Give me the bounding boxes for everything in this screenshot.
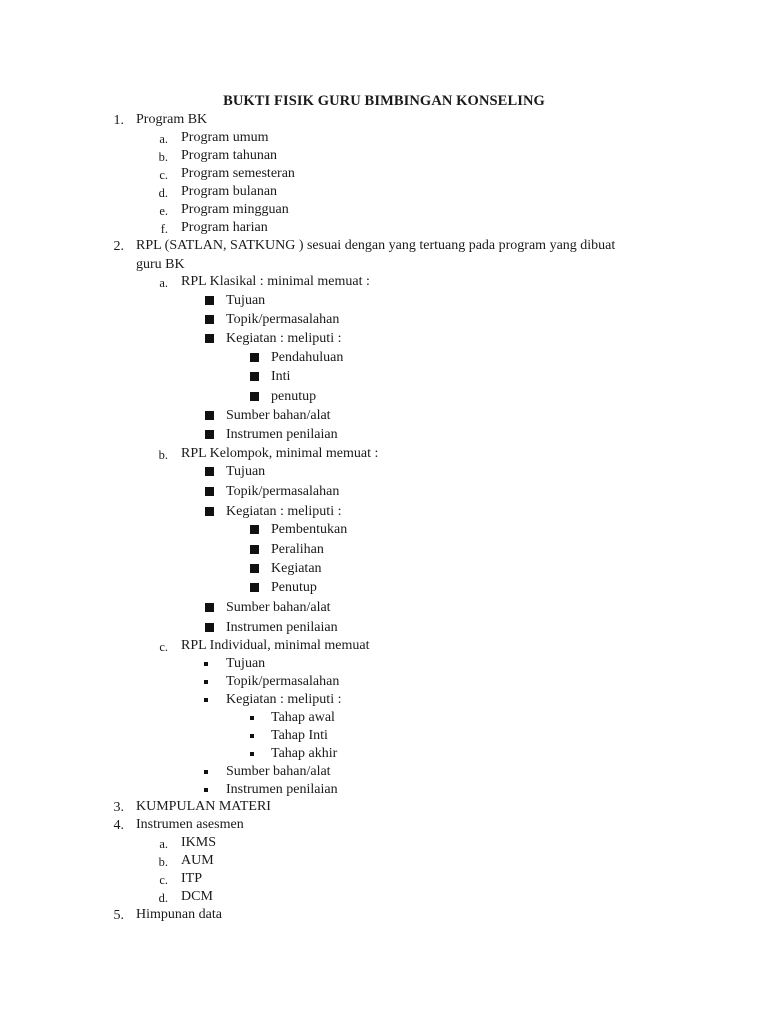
list-item: Program tahunan bbox=[181, 148, 278, 163]
list-item: Penutup bbox=[271, 580, 317, 595]
list-item: RPL Klasikal : minimal memuat : bbox=[181, 274, 370, 289]
list-item: Sumber bahan/alat bbox=[226, 764, 331, 779]
list-item: Instrumen penilaian bbox=[226, 427, 338, 442]
list-item: Tahap akhir bbox=[271, 746, 338, 761]
list-letter: a. bbox=[159, 132, 168, 146]
list-letter: b. bbox=[158, 448, 168, 462]
square-bullet-icon bbox=[205, 467, 214, 476]
small-bullet-icon bbox=[250, 752, 254, 756]
list-item: Pendahuluan bbox=[271, 350, 344, 365]
small-bullet-icon bbox=[204, 698, 208, 702]
list-item: Inti bbox=[271, 369, 291, 384]
list-item: Instrumen penilaian bbox=[226, 620, 338, 635]
list-item: Tujuan bbox=[226, 464, 266, 479]
square-bullet-icon bbox=[205, 507, 214, 516]
list-letter: c. bbox=[159, 640, 168, 654]
list-item: DCM bbox=[181, 889, 213, 904]
square-bullet-icon bbox=[205, 430, 214, 439]
square-bullet-icon bbox=[205, 411, 214, 420]
list-item: guru BK bbox=[136, 257, 185, 272]
square-bullet-icon bbox=[205, 296, 214, 305]
list-item: Sumber bahan/alat bbox=[226, 600, 331, 615]
list-item: Kegiatan : meliputi : bbox=[226, 331, 342, 346]
list-item: Program harian bbox=[181, 220, 268, 235]
list-item: KUMPULAN MATERI bbox=[136, 799, 271, 814]
list-item: Kegiatan bbox=[271, 561, 322, 576]
list-letter: a. bbox=[159, 276, 168, 290]
list-item: Program bulanan bbox=[181, 184, 278, 199]
list-letter: e. bbox=[159, 204, 168, 218]
square-bullet-icon bbox=[205, 487, 214, 496]
document-title: BUKTI FISIK GURU BIMBINGAN KONSELING bbox=[223, 93, 545, 109]
square-bullet-icon bbox=[250, 564, 259, 573]
list-item: Program BK bbox=[136, 112, 208, 127]
small-bullet-icon bbox=[250, 716, 254, 720]
small-bullet-icon bbox=[204, 662, 208, 666]
list-letter: d. bbox=[158, 891, 168, 905]
list-item: Topik/permasalahan bbox=[226, 674, 340, 689]
list-number: 1. bbox=[113, 113, 124, 128]
small-bullet-icon bbox=[250, 734, 254, 738]
square-bullet-icon bbox=[250, 353, 259, 362]
list-item: AUM bbox=[181, 853, 214, 868]
square-bullet-icon bbox=[205, 315, 214, 324]
list-letter: a. bbox=[159, 837, 168, 851]
list-item: RPL Individual, minimal memuat bbox=[181, 638, 370, 653]
list-item: penutup bbox=[271, 389, 317, 404]
square-bullet-icon bbox=[250, 545, 259, 554]
list-number: 4. bbox=[113, 818, 124, 833]
list-letter: c. bbox=[159, 873, 168, 887]
list-letter: b. bbox=[158, 855, 168, 869]
list-item: Topik/permasalahan bbox=[226, 312, 340, 327]
list-item: Kegiatan : meliputi : bbox=[226, 504, 342, 519]
list-item: Program semesteran bbox=[181, 166, 295, 181]
list-number: 3. bbox=[113, 800, 124, 815]
list-item: ITP bbox=[181, 871, 202, 886]
list-item: Tujuan bbox=[226, 293, 266, 308]
small-bullet-icon bbox=[204, 770, 208, 774]
square-bullet-icon bbox=[250, 583, 259, 592]
list-item: Topik/permasalahan bbox=[226, 484, 340, 499]
square-bullet-icon bbox=[205, 334, 214, 343]
list-item: Peralihan bbox=[271, 542, 324, 557]
list-item: Program umum bbox=[181, 130, 269, 145]
list-letter: d. bbox=[158, 186, 168, 200]
square-bullet-icon bbox=[205, 603, 214, 612]
list-item: Tahap awal bbox=[271, 710, 335, 725]
list-letter: f. bbox=[160, 222, 168, 236]
list-item: Sumber bahan/alat bbox=[226, 408, 331, 423]
small-bullet-icon bbox=[204, 680, 208, 684]
square-bullet-icon bbox=[250, 392, 259, 401]
list-letter: c. bbox=[159, 168, 168, 182]
list-item: RPL Kelompok, minimal memuat : bbox=[181, 446, 379, 461]
list-item: Himpunan data bbox=[136, 907, 222, 922]
list-item: RPL (SATLAN, SATKUNG ) sesuai dengan yang tertuang pada program yang dibuat bbox=[136, 238, 616, 253]
list-item: Instrumen asesmen bbox=[136, 817, 244, 832]
list-item: Pembentukan bbox=[271, 522, 348, 537]
square-bullet-icon bbox=[250, 372, 259, 381]
list-item: Tujuan bbox=[226, 656, 266, 671]
square-bullet-icon bbox=[205, 623, 214, 632]
list-number: 2. bbox=[113, 239, 124, 254]
list-item: Instrumen penilaian bbox=[226, 782, 338, 797]
list-item: Tahap Inti bbox=[271, 728, 328, 743]
list-item: IKMS bbox=[181, 835, 217, 850]
list-number: 5. bbox=[113, 908, 124, 923]
list-letter: b. bbox=[158, 150, 168, 164]
square-bullet-icon bbox=[250, 525, 259, 534]
small-bullet-icon bbox=[204, 788, 208, 792]
list-item: Kegiatan : meliputi : bbox=[226, 692, 342, 707]
list-item: Program mingguan bbox=[181, 202, 289, 217]
